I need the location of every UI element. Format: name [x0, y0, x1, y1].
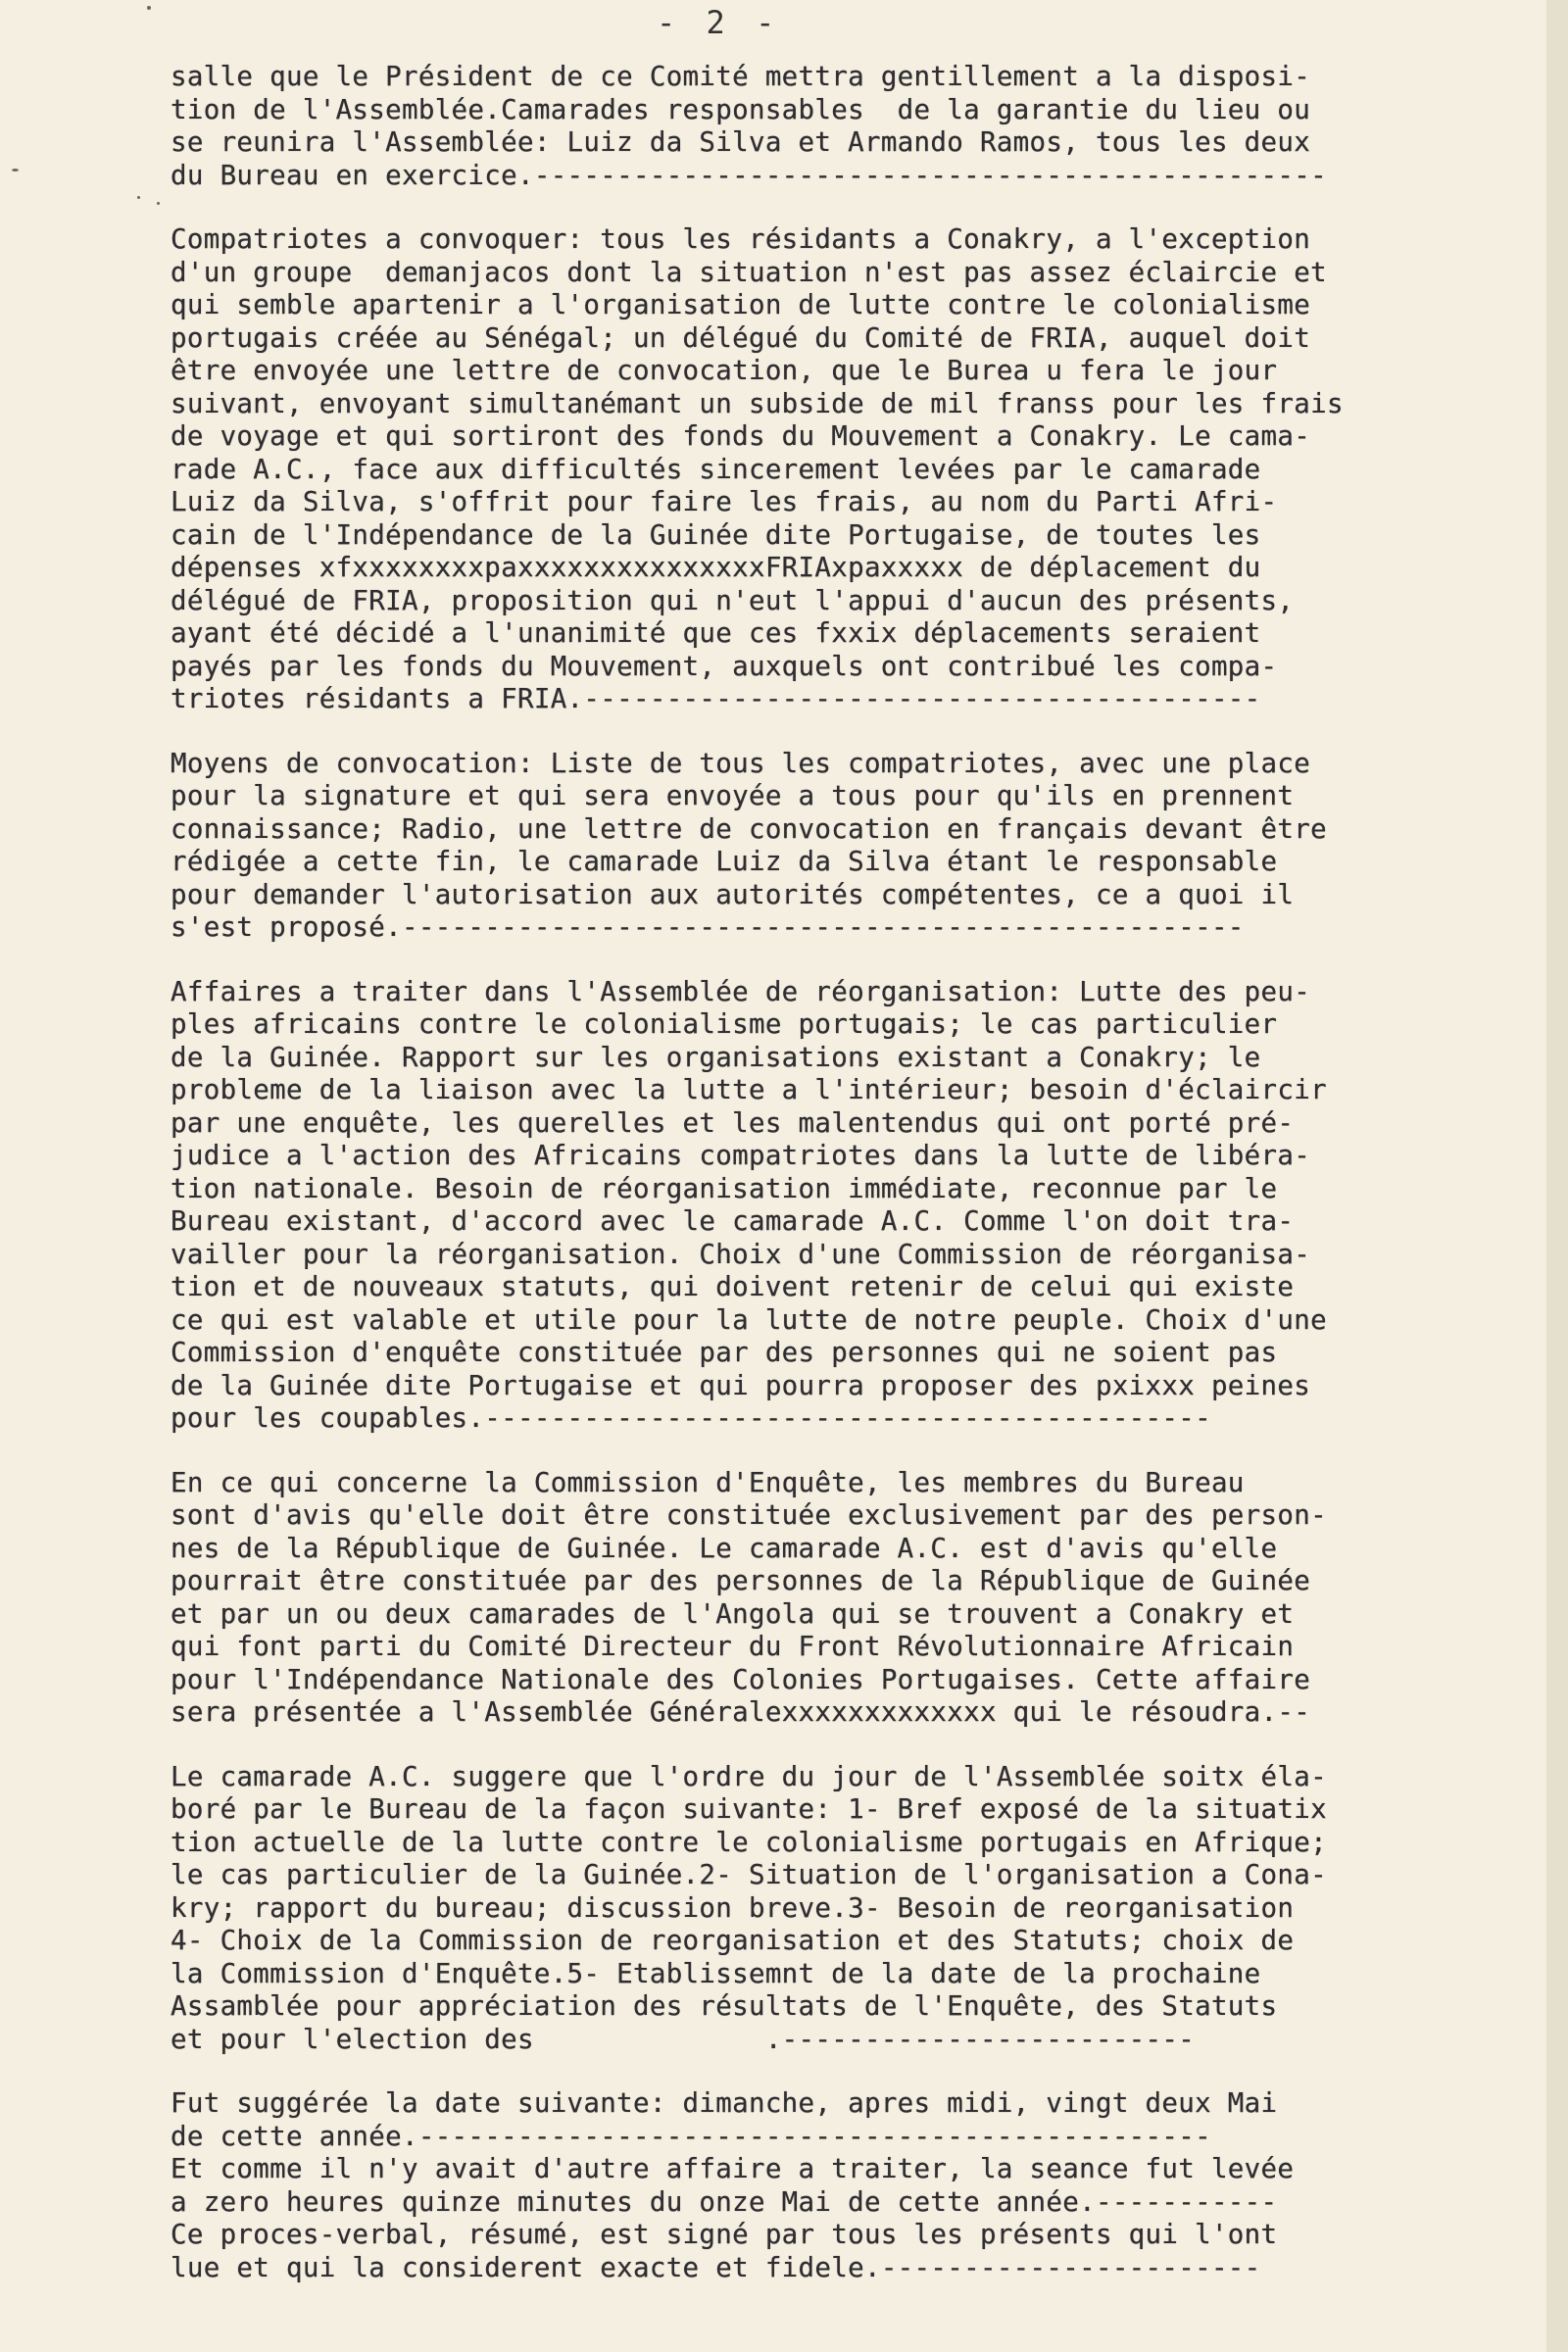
text-line: tion de l'Assemblée.Camarades responsables de la garantie du lieu ou [171, 93, 1311, 125]
text-line: tion nationale. Besoin de réorganisation immédiate, reconnue par le [171, 1172, 1278, 1204]
ink-speck [147, 6, 151, 10]
text-line: pour l'Indépendance Nationale des Colonies Portugaises. Cette affaire [171, 1663, 1311, 1695]
text-line: probleme de la liaison avec la lutte a l'intérieur; besoin d'éclaircir [171, 1074, 1327, 1105]
document-body [171, 61, 1543, 2316]
text-line: Affaires a traiter dans l'Assemblée de réorganisation: Lutte des peu- [171, 975, 1311, 1007]
paragraph-convocation [171, 748, 1543, 945]
text-line: boré par le Bureau de la façon suivante: 1- Bref exposé de la situatix [171, 1793, 1327, 1825]
text-line: tion et de nouveaux statuts, qui doivent retenir de celui qui existe [171, 1271, 1295, 1302]
text-line: dépenses xfxxxxxxxxpaxxxxxxxxxxxxxxxFRIAxpaxxxxx de déplacement du [171, 552, 1261, 583]
text-line: ples africains contre le colonialisme portugais; le cas particulier [171, 1008, 1278, 1040]
text-line: payés par les fonds du Mouvement, auxquels ont contribué les compa- [171, 650, 1278, 682]
text-line: triotes résidants a FRIA.----------------------------------------- [171, 683, 1261, 714]
text-line: Luiz da Silva, s'offrit pour faire les frais, au nom du Parti Afri- [171, 486, 1278, 517]
text-line: kry; rapport du bureau; discussion breve.3- Besoin de reorganisation [171, 1891, 1295, 1924]
text-line: de voyage et qui sortiront des fonds du Mouvement a Conakry. Le cama- [171, 420, 1311, 452]
text-line: de cette année.------------------------------------------------ [171, 2120, 1211, 2152]
text-line: En ce qui concerne la Commission d'Enquête, les membres du Bureau [171, 1466, 1245, 1498]
text-line: de la Guinée. Rapport sur les organisations existant a Conakry; le [171, 1041, 1261, 1073]
text-line: être envoyée une lettre de convocation, que le Burea u fera le jour [171, 355, 1278, 386]
text-line: vailler pour la réorganisation. Choix d'une Commission de réorganisa- [171, 1238, 1311, 1270]
text-line: lue et qui la considerent exacte et fidele.----------------------- [171, 2251, 1261, 2283]
text-line: suivant, envoyant simultanémant un subside de mil franss pour les frais [171, 387, 1344, 419]
paragraph-commission [171, 1467, 1543, 1730]
text-line: du Bureau en exercice.------------------------------------------------ [171, 159, 1327, 191]
text-line: connaissance; Radio, une lettre de convocation en français devant être [171, 812, 1327, 845]
text-line: d'un groupe demanjacos dont la situation n'est pas assez éclaircie et [171, 256, 1327, 288]
paragraph-compatriots [171, 223, 1543, 716]
paragraph-closing [171, 2087, 1543, 2284]
text-line: se reunira l'Assemblée: Luiz da Silva et Armando Ramos, tous les deux [171, 126, 1311, 158]
text-line: pour la signature et qui sera envoyée a tous pour qu'ils en prennent [171, 780, 1295, 811]
text-line: Assamblée pour appréciation des résultats de l'Enquête, des Statuts [171, 1990, 1278, 2022]
text-line: ce qui est valable et utile pour la lutte de notre peuple. Choix d'une [171, 1303, 1327, 1336]
text-line: a zero heures quinze minutes du onze Mai de cette année.----------- [171, 2185, 1278, 2218]
text-line: s'est proposé.--------------------------------------------------- [171, 911, 1245, 943]
text-line: par une enquête, les querelles et les malentendus qui ont porté pré- [171, 1106, 1295, 1139]
text-line: Moyens de convocation: Liste de tous les compatriotes, avec une place [171, 747, 1311, 779]
ink-speck [137, 196, 140, 199]
text-line: Compatriotes a convoquer: tous les résidants a Conakry, a l'exception [171, 223, 1311, 255]
paragraph-order-of-day [171, 1761, 1543, 2057]
ink-speck [157, 202, 160, 205]
text-line: pourrait être constituée par des personnes de la République de Guinée [171, 1565, 1311, 1596]
page-edge [1546, 0, 1568, 2352]
text-line: Commission d'enquête constituée par des personnes qui ne soient pas [171, 1337, 1278, 1368]
text-line: Le camarade A.C. suggere que l'ordre du jour de l'Assemblée soitx éla- [171, 1760, 1327, 1792]
text-line: délégué de FRIA, proposition qui n'eut l'appui d'aucun des présents, [171, 584, 1295, 616]
text-line: Ce proces-verbal, résumé, est signé par tous les présents qui l'ont [171, 2219, 1278, 2250]
paragraph-agenda-items [171, 976, 1543, 1436]
text-line: tion actuelle de la lutte contre le colonialisme portugais en Afrique; [171, 1826, 1327, 1858]
text-line: Et comme il n'y avait d'autre affaire a traiter, la seance fut levée [171, 2153, 1295, 2184]
text-line: pour demander l'autorisation aux autorités compétentes, ce a quoi il [171, 878, 1295, 910]
paragraph-venue [171, 61, 1543, 192]
text-line: rédigée a cette fin, le camarade Luiz da Silva étant le responsable [171, 846, 1278, 877]
text-line: et par un ou deux camarades de l'Angola qui se trouvent a Conakry et [171, 1597, 1295, 1630]
text-line: Fut suggérée la date suivante: dimanche, apres midi, vingt deux Mai [171, 2087, 1278, 2119]
text-line: le cas particulier de la Guinée.2- Situation de l'organisation a Cona- [171, 1859, 1327, 1890]
text-line: sera présentée a l'Assemblée Généralexxxxxxxxxxxxx qui le résoudra.-- [171, 1696, 1311, 1728]
text-line: qui semble apartenir a l'organisation de lutte contre le colonialisme [171, 289, 1311, 320]
text-line: cain de l'Indépendance de la Guinée dite Portugaise, de toutes les [171, 518, 1261, 551]
text-line: sont d'avis qu'elle doit être constituée exclusivement par des person- [171, 1499, 1327, 1531]
text-line: portugais créée au Sénégal; un délégué du Comité de FRIA, auquel doit [171, 321, 1311, 354]
text-line: nes de la République de Guinée. Le camarade A.C. est d'avis qu'elle [171, 1532, 1278, 1564]
text-line: judice a l'action des Africains compatriotes dans la lutte de libéra- [171, 1140, 1311, 1171]
text-line: Bureau existant, d'accord avec le camarade A.C. Comme l'on doit tra- [171, 1205, 1295, 1237]
page-number: - 2 - [657, 4, 781, 41]
text-line: ayant été décidé a l'unanimité que ces fxxix déplacements seraient [171, 617, 1261, 649]
text-line: pour les coupables.-------------------------------------------- [171, 1402, 1211, 1434]
text-line: la Commission d'Enquête.5- Etablissemnt de la date de la prochaine [171, 1957, 1261, 1989]
text-line: 4- Choix de la Commission de reorganisation et des Statuts; choix de [171, 1925, 1295, 1956]
text-line: de la Guinée dite Portugaise et qui pourra proposer des pxixxx peines [171, 1369, 1311, 1401]
text-line: qui font parti du Comité Directeur du Front Révolutionnaire Africain [171, 1631, 1295, 1662]
text-line: et pour l'election des .------------------------- [171, 2023, 1196, 2055]
ink-speck [12, 169, 19, 172]
text-line: rade A.C., face aux difficultés sincerement levées par le camarade [171, 453, 1261, 485]
text-line: salle que le Président de ce Comité mettra gentillement a la disposi- [171, 61, 1311, 92]
